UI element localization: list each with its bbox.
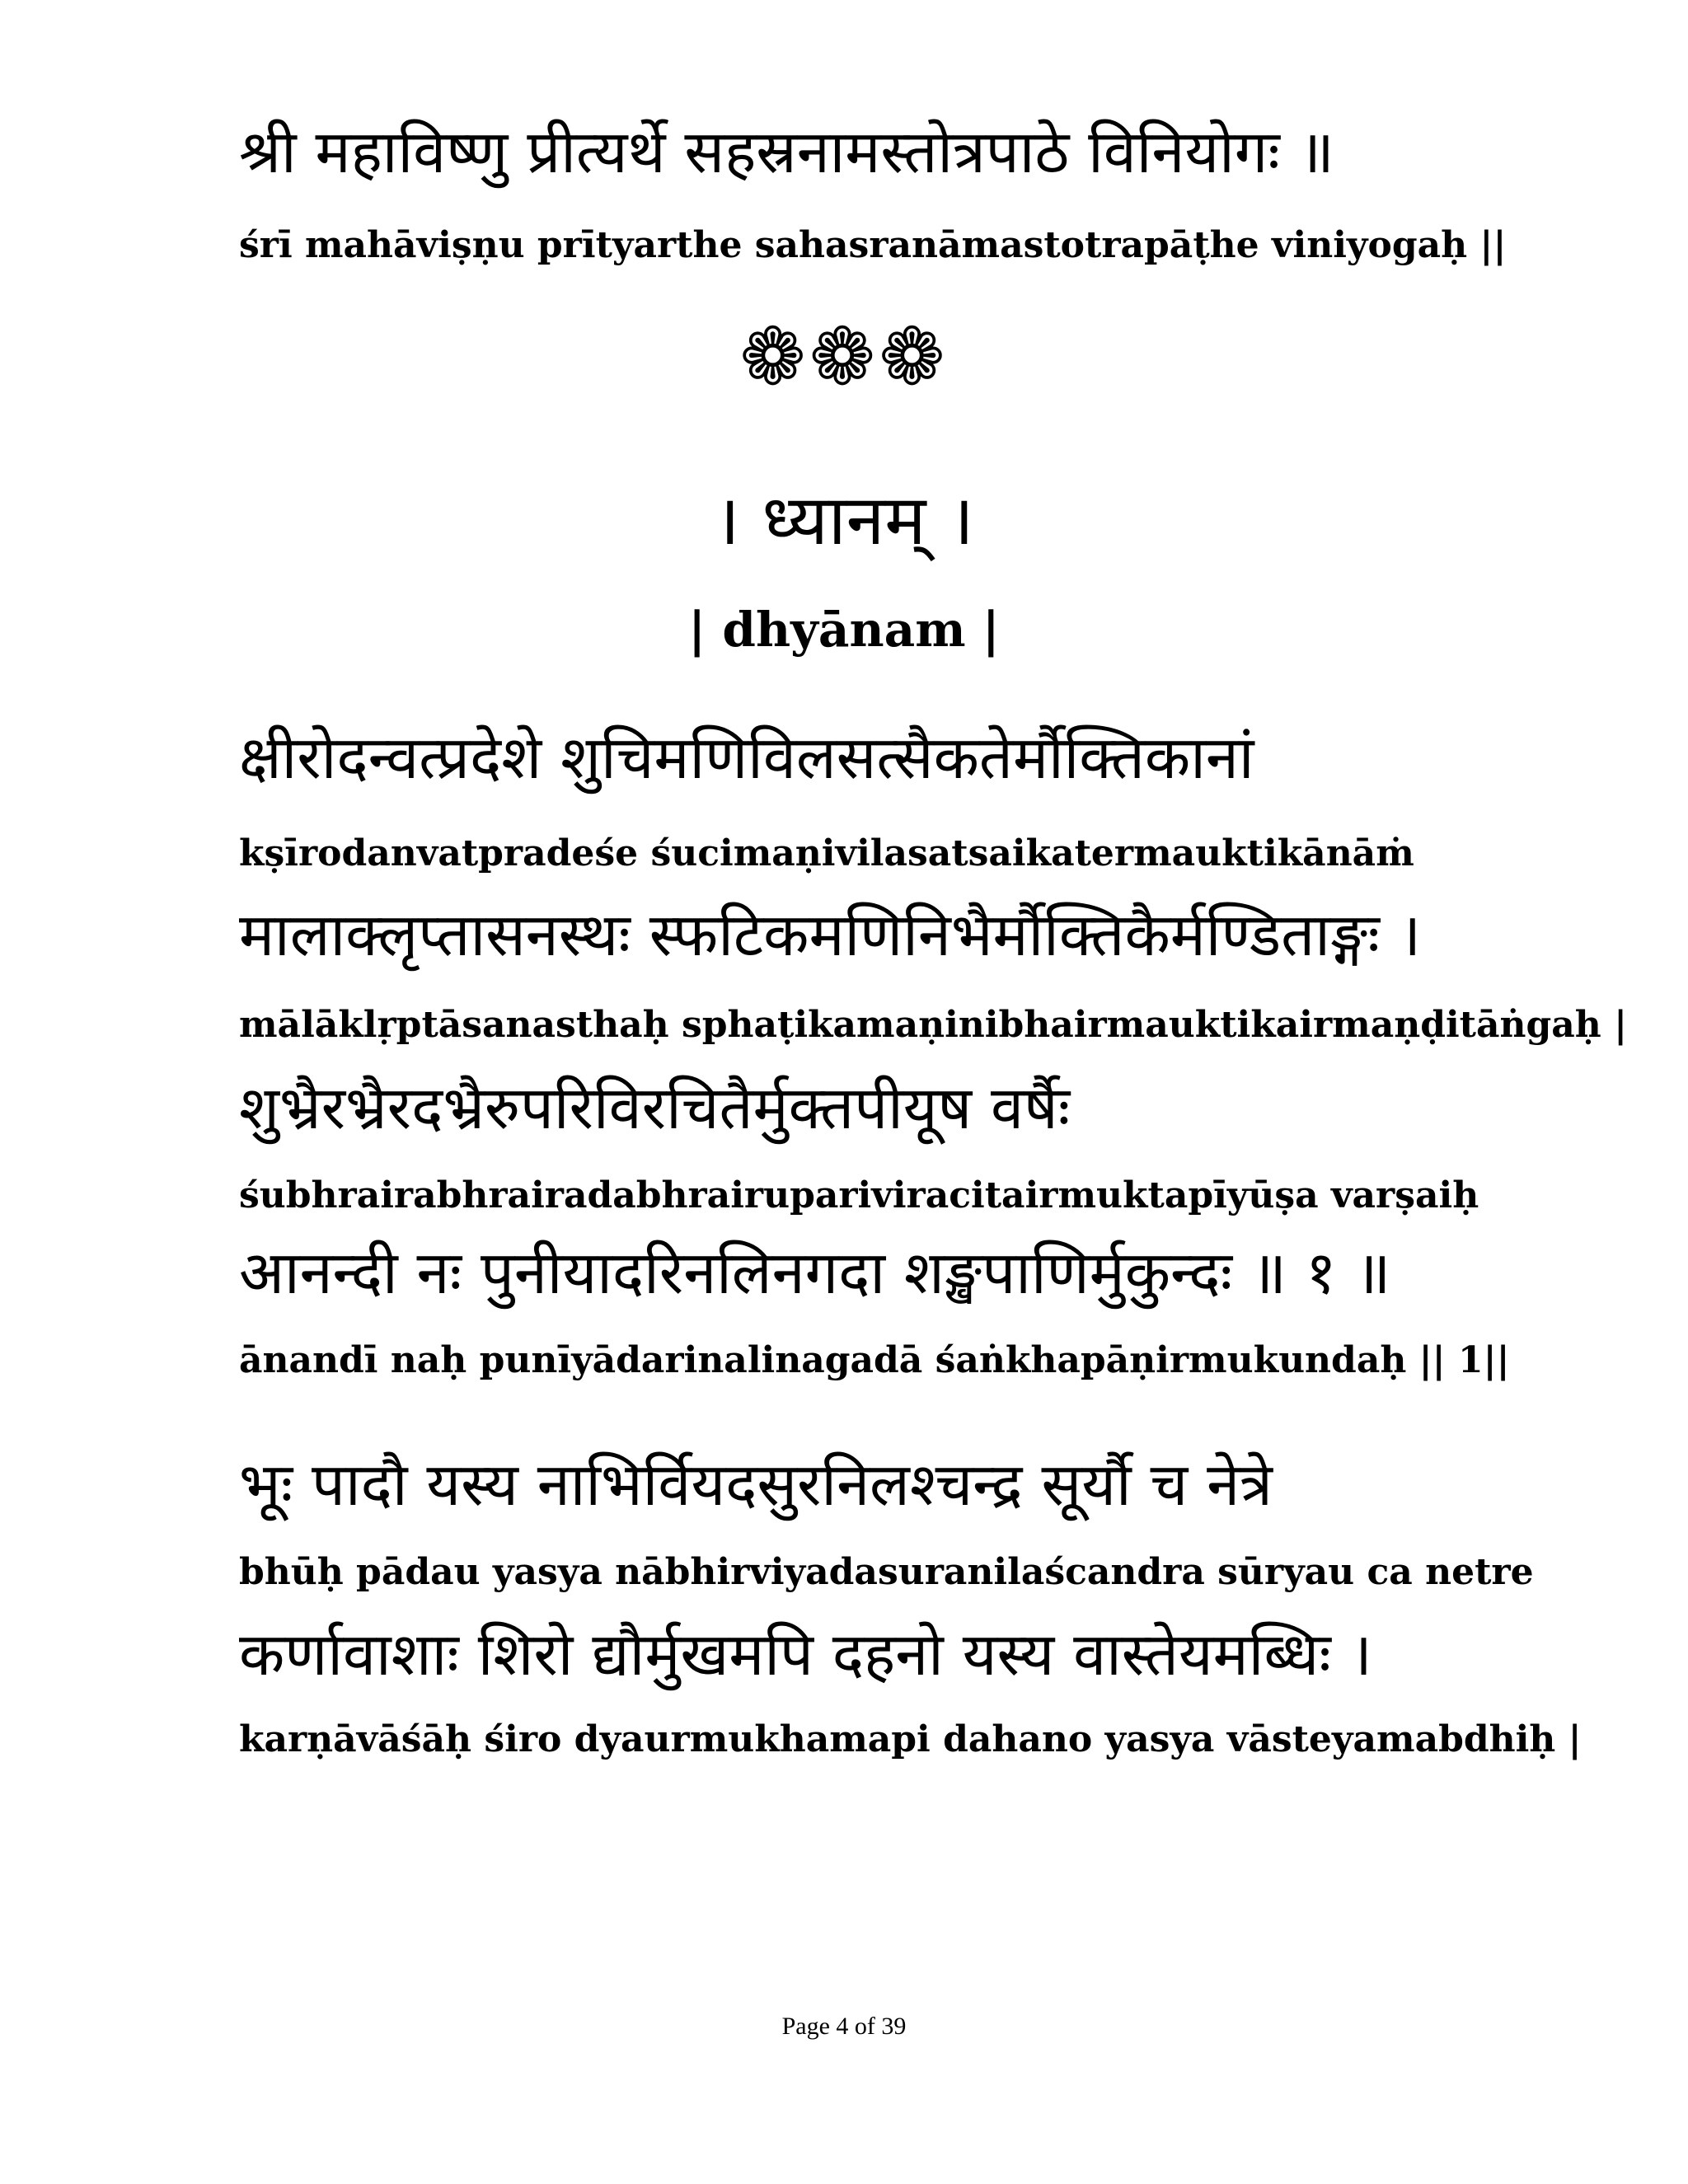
verse-1-line-2-devanagari: मालाक्लृप्तासनस्थः स्फटिकमणिनिभैर्मौक्तिकैर्मण्डिताङ्गः । [239, 900, 1422, 969]
verse-1-line-1-transliteration: kṣīrodanvatpradeśe śucimaṇivilasatsaikatermauktikānāṁ [239, 832, 1414, 874]
verse-2-line-1-devanagari: भूः पादौ यस्य नाभिर्वियदसुरनिलश्चन्द्र सूर्यौ च नेत्रे [239, 1450, 1273, 1519]
heading-devanagari: । ध्यानम् । [714, 480, 974, 560]
page-number: Page 4 of 39 [781, 2013, 907, 2040]
verse-1-line-3-devanagari: शुभ्रैरभ्रैरदभ्रैरुपरिविरचितैर्मुक्तपीयूष वर्षैः [239, 1073, 1071, 1142]
invocation-devanagari: श्री महाविष्णु प्रीत्यर्थे सहस्रनामस्तोत्रपाठे विनियोगः ॥ [239, 117, 1334, 186]
verse-1-line-4-transliteration: ānandī naḥ punīyādarinalinagadā śaṅkhapāṇirmukundaḥ || 1|| [239, 1339, 1510, 1381]
verse-2-line-2-transliteration: karṇāvāśāḥ śiro dyaurmukhamapi dahano yasya vāsteyamabdhiḥ | [239, 1718, 1582, 1760]
invocation-transliteration: śrī mahāviṣṇu prītyarthe sahasranāmastotrapāṭhe viniyogaḥ || [239, 224, 1507, 266]
verse-1-line-3-transliteration: śubhrairabhrairadabhrairupariviracitairmuktapīyūṣa varṣaiḥ [239, 1174, 1479, 1216]
verse-1-line-2-transliteration: mālāklṛptāsanasthaḥ sphaṭikamaṇinibhairmauktikairmaṇḍitāṅgaḥ | [239, 1004, 1628, 1046]
verse-1-line-1-devanagari: क्षीरोदन्वत्प्रदेशे शुचिमणिविलसत्सैकतेर्मौक्तिकानां [239, 723, 1254, 792]
verse-1-line-4-devanagari: आनन्दी नः पुनीयादरिनलिनगदा शङ्खपाणिर्मुकुन्दः ॥ १ ॥ [239, 1238, 1391, 1307]
flower-ornament [0, 311, 1688, 403]
verse-2-line-2-devanagari: कर्णावाशाः शिरो द्यौर्मुखमपि दहनो यस्य वास्तेयमब्धिः । [239, 1619, 1372, 1689]
flower-icon: ❁❁❁ [739, 311, 949, 403]
verse-2-line-1-transliteration: bhūḥ pādau yasya nābhirviyadasuranilaścandra sūryau ca netre [239, 1551, 1534, 1593]
heading-transliteration: | dhyānam | [688, 602, 1000, 658]
